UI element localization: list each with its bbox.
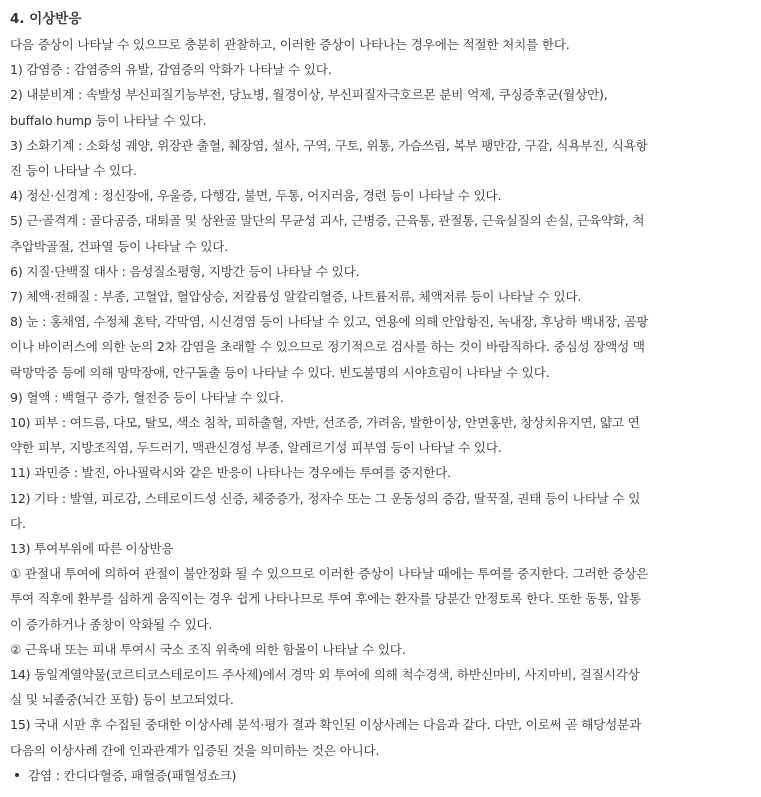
bullet-text: 감염 : 칸디다혈증, 패혈증(패혈성쇼크): [28, 767, 237, 783]
text-line: ② 근육내 또는 피내 투여시 국소 조직 위축에 의한 함몰이 나타날 수 있다.: [10, 641, 406, 657]
text-line: 8) 눈 : 홍채염, 수정체 혼탁, 각막염, 시신경염 등이 나타날 수 있고, 연용에 의해 안압항진, 녹내장, 후낭하 백내장, 곰팡: [10, 314, 649, 330]
bullet-icon: [15, 773, 19, 777]
text-line: 실 및 뇌졸중(뇌간 포함) 등이 보고되었다.: [10, 692, 234, 708]
text-line: 이나 바이러스에 의한 눈의 2차 감염을 초래할 수 있으므로 정기적으로 검사를 하는 것이 바람직하다. 중심성 장액성 맥: [10, 339, 645, 355]
text-lines: [10, 32, 751, 763]
text-line: 15) 국내 시판 후 수집된 중대한 이상사례 분석·평가 결과 확인된 이상사례는 다음과 같다. 다만, 이로써 곧 해당성분과: [10, 717, 642, 733]
text-line: 13) 투여부위에 따른 이상반응: [10, 541, 174, 557]
text-line: 이 증가하거나 종창이 악화될 수 있다.: [10, 616, 213, 632]
text-line: 약한 피부, 지방조직염, 두드러기, 맥관신경성 부종, 알레르기성 피부염 등이 나타날 수 있다.: [10, 440, 502, 456]
text-line: 2) 내분비계 : 속발성 부신피질기능부전, 당뇨병, 월경이상, 부신피질자극호르몬 분비 억제, 쿠싱증후군(월상안),: [10, 87, 608, 103]
text-line: buffalo hump 등이 나타날 수 있다.: [10, 112, 207, 128]
text-line: 12) 기타 : 발열, 피로감, 스테로이드성 신증, 체중증가, 정자수 또는 그 운동성의 증감, 딸꾹질, 권태 등이 나타날 수 있: [10, 490, 641, 506]
bullet-item: [10, 763, 751, 788]
bullet-list: [10, 763, 751, 788]
text-line: 14) 동일계열약물(코르티코스테로이드 주사제)에서 경막 외 투여에 의해 척수경색, 하반신마비, 사지마비, 걸질시각상: [10, 667, 640, 683]
text-line: 다음 증상이 나타날 수 있으므로 충분히 관찰하고, 이러한 증상이 나타나는 경우에는 적절한 처치를 한다.: [10, 37, 570, 52]
text-line: 10) 피부 : 여드름, 다모, 탈모, 색소 침착, 피하출혈, 자반, 선조증, 가려움, 발한이상, 안면홍반, 창상치유지연, 얇고 연: [10, 415, 640, 431]
text-line: 6) 지질·단백질 대사 : 음성질소평형, 지방간 등이 나타날 수 있다.: [10, 263, 360, 279]
text-line: 락망막증 등에 의해 망막장애, 안구돌출 등이 나타날 수 있다. 빈도불명의 시야흐림이 나타날 수 있다.: [10, 364, 550, 380]
text-line: 추압박골절, 건파열 등이 나타날 수 있다.: [10, 238, 229, 254]
text-line: 3) 소화기계 : 소화성 궤양, 위장관 출혈, 췌장염, 설사, 구역, 구토, 위통, 가슴쓰림, 복부 팽만감, 구갈, 식욕부진, 식욕항: [10, 137, 648, 153]
text-line: 다음의 이상사례 간에 인과관계가 입증된 것을 의미하는 것은 아니다.: [10, 742, 380, 758]
text-line: ① 관절내 투여에 의하여 관절이 불안정화 될 수 있으므로 이러한 증상이 나타날 때에는 투여를 중지한다. 그러한 증상은: [10, 566, 649, 582]
text-line: 1) 감염증 : 감염증의 유발, 감염증의 악화가 나타날 수 있다.: [10, 62, 332, 78]
text-line: 투여 직후에 환부를 심하게 움직이는 경우 쉽게 나타나므로 투여 후에는 환자를 당분간 안정토록 한다. 또한 동통, 압통: [10, 591, 641, 607]
text-line: 4) 정신·신경계 : 정신장애, 우울증, 다행감, 불면, 두통, 어지러움, 경련 등이 나타날 수 있다.: [10, 188, 502, 204]
text-line: 진 등이 나타날 수 있다.: [10, 163, 137, 179]
text-line: 5) 근·골격계 : 골다공증, 대퇴골 및 상완골 말단의 무균성 괴사, 근병증, 근육통, 관절통, 근육실질의 손실, 근육약화, 척: [10, 213, 645, 229]
text-line: 11) 과민증 : 발진, 아나필락시와 같은 반응이 나타나는 경우에는 투여를 중지한다.: [10, 465, 451, 481]
text-line: 다.: [10, 515, 26, 531]
text-line: 9) 혈액 : 백혈구 증가, 혈전증 등이 나타날 수 있다.: [10, 389, 284, 405]
section-title: 4. 이상반응: [10, 11, 82, 27]
text-line: 7) 체액·전해질 : 부종, 고혈압, 혈압상승, 저칼륨성 알칼리혈증, 나트륨저류, 체액저류 등이 나타날 수 있다.: [10, 289, 582, 305]
